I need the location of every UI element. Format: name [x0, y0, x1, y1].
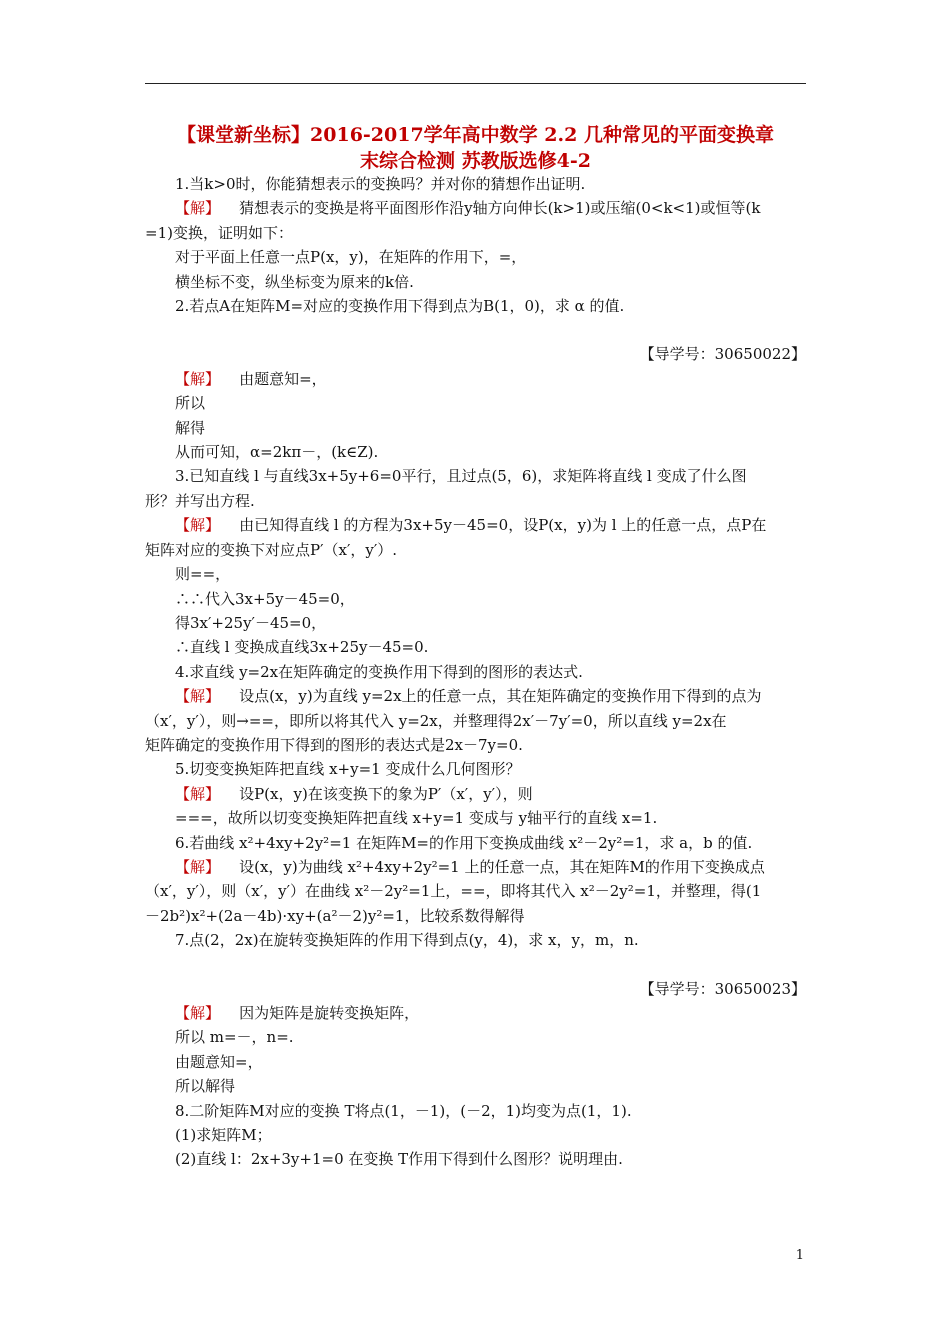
- line-text: 得3x′+25y′－45=0，: [175, 613, 327, 632]
- line-text: 8.二阶矩阵M对应的变换 T将点(1，－1)，(－2，1)均变为点(1，1).: [175, 1101, 632, 1120]
- line-text: ∴直线 l 变换成直线3x+25y－45=0.: [175, 638, 429, 657]
- solution-tag: 【解】: [175, 784, 221, 803]
- spacer: [145, 318, 806, 342]
- line-text: 由题意知=，: [239, 369, 327, 388]
- text-line: [145, 1099, 806, 1123]
- solution-line: [145, 1001, 806, 1025]
- reference-number: [145, 977, 806, 1001]
- text-line: [145, 904, 806, 928]
- spacer: [145, 953, 806, 977]
- text-line: [145, 831, 806, 855]
- text-line: [145, 660, 806, 684]
- line-text: 6.若曲线 x²+4xy+2y²=1 在矩阵M=的作用下变换成曲线 x²－2y²=1，求 a，b 的值.: [175, 833, 753, 852]
- line-text: 2.若点A在矩阵M=对应的变换作用下得到点为B(1，0)，求 α 的值.: [175, 297, 625, 316]
- text-line: [145, 611, 806, 635]
- line-text: 则==，: [175, 565, 231, 584]
- line-text: 矩阵确定的变换作用下得到的图形的表达式是2x－7y=0.: [145, 735, 523, 754]
- text-line: [145, 538, 806, 562]
- line-text: 设P(x，y)在该变换下的象为P′（x′，y′），则: [239, 784, 533, 803]
- line-text: 对于平面上任意一点P(x，y)，在矩阵的作用下，=，: [175, 248, 527, 267]
- line-text: 由已知得直线 l 的方程为3x+5y－45=0，设P(x，y)为 l 上的任意一点，点P在: [239, 516, 767, 535]
- line-text: (1)求矩阵M；: [175, 1126, 272, 1145]
- line-text: (2)直线 l：2x+3y+1=0 在变换 T作用下得到什么图形？说明理由.: [175, 1150, 623, 1169]
- line-text: 7.点(2，2x)在旋转变换矩阵的作用下得到点(y，4)，求 x，y，m，n.: [175, 931, 639, 950]
- line-text: 【导学号：30650023】: [639, 979, 806, 998]
- text-line: [145, 1050, 806, 1074]
- text-line: [145, 587, 806, 611]
- solution-line: [145, 513, 806, 537]
- solution-line: [145, 855, 806, 879]
- line-text: 所以: [175, 394, 206, 413]
- line-text: 所以解得: [175, 1077, 236, 1096]
- line-text: （x′，y′），则（x′，y′）在曲线 x²－2y²=1上，==，即将其代入 x²－2y²=1，并整理，得(1: [145, 882, 762, 901]
- document-title-line2: 末综合检测 苏教版选修4-2: [360, 150, 591, 172]
- line-text: 4.求直线 y=2x在矩阵确定的变换作用下得到的图形的表达式.: [175, 662, 583, 681]
- text-line: [145, 879, 806, 903]
- line-text: 1.当k>0时，你能猜想表示的变换吗？并对你的猜想作出证明.: [175, 175, 586, 193]
- text-line: [145, 562, 806, 586]
- line-text: 猜想表示的变换是将平面图形作沿y轴方向伸长(k>1)或压缩(0<k<1)或恒等(k: [239, 199, 761, 218]
- line-text: 由题意知=，: [175, 1052, 263, 1071]
- line-text: 【导学号：30650022】: [639, 345, 806, 364]
- text-line: [145, 489, 806, 513]
- header-rule: [145, 83, 806, 84]
- text-line: [145, 221, 806, 245]
- line-text: 3.已知直线 l 与直线3x+5y+6=0平行，且过点(5，6)，求矩阵将直线 l 变成了什么图: [175, 467, 747, 486]
- text-line: [145, 464, 806, 488]
- solution-tag: 【解】: [175, 369, 221, 388]
- text-line: [145, 172, 806, 196]
- line-text: 矩阵对应的变换下对应点P′（x′，y′）.: [145, 540, 398, 559]
- text-line: [145, 416, 806, 440]
- document-body: [145, 172, 806, 1172]
- line-text: =1)变换，证明如下：: [145, 223, 293, 242]
- text-line: [145, 245, 806, 269]
- document-title-line1: 【课堂新坐标】2016-2017学年高中数学 2.2 几种常见的平面变换章: [177, 124, 774, 146]
- line-text: ===，故所以切变变换矩阵把直线 x+y=1 变成与 y轴平行的直线 x=1.: [175, 809, 658, 828]
- line-text: ∴∴代入3x+5y－45=0，: [175, 589, 355, 608]
- text-line: [145, 440, 806, 464]
- solution-tag: 【解】: [175, 687, 221, 706]
- solution-line: [145, 684, 806, 708]
- reference-number: [145, 342, 806, 366]
- text-line: [145, 928, 806, 952]
- line-text: 设(x，y)为曲线 x²+4xy+2y²=1 上的任意一点，其在矩阵M的作用下变换成点: [239, 857, 765, 876]
- text-line: [145, 635, 806, 659]
- text-line: [145, 709, 806, 733]
- solution-tag: 【解】: [175, 857, 221, 876]
- solution-tag: 【解】: [175, 516, 221, 535]
- text-line: [145, 733, 806, 757]
- line-text: －2b²)x²+(2a－4b)·xy+(a²－2)y²=1，比较系数得解得: [145, 906, 525, 925]
- line-text: 5.切变变换矩阵把直线 x+y=1 变成什么几何图形？: [175, 760, 521, 779]
- solution-tag: 【解】: [175, 199, 221, 218]
- text-line: [145, 391, 806, 415]
- solution-line: [145, 782, 806, 806]
- text-line: [145, 1147, 806, 1171]
- solution-tag: 【解】: [175, 1004, 221, 1022]
- text-line: [145, 270, 806, 294]
- text-line: [145, 757, 806, 781]
- text-line: [145, 1123, 806, 1147]
- line-text: 从而可知，α=2kπ－，(k∈Z).: [175, 443, 379, 462]
- text-line: [145, 806, 806, 830]
- solution-line: [145, 367, 806, 391]
- line-text: （x′，y′），则→==，即所以将其代入 y=2x，并整理得2x′－7y′=0，所以直线 y=2x在: [145, 711, 727, 730]
- text-line: [145, 1025, 806, 1049]
- line-text: 所以 m=－，n=.: [175, 1028, 294, 1047]
- line-text: 设点(x，y)为直线 y=2x上的任意一点，其在矩阵确定的变换作用下得到的点为: [239, 687, 762, 706]
- page-number: 1: [795, 1248, 804, 1263]
- line-text: 横坐标不变，纵坐标变为原来的k倍.: [175, 272, 414, 291]
- line-text: 解得: [175, 418, 206, 437]
- text-line: [145, 1074, 806, 1098]
- text-line: [145, 294, 806, 318]
- solution-line: [145, 196, 806, 220]
- line-text: 形？并写出方程.: [145, 491, 255, 510]
- line-text: 因为矩阵是旋转变换矩阵，: [239, 1004, 420, 1022]
